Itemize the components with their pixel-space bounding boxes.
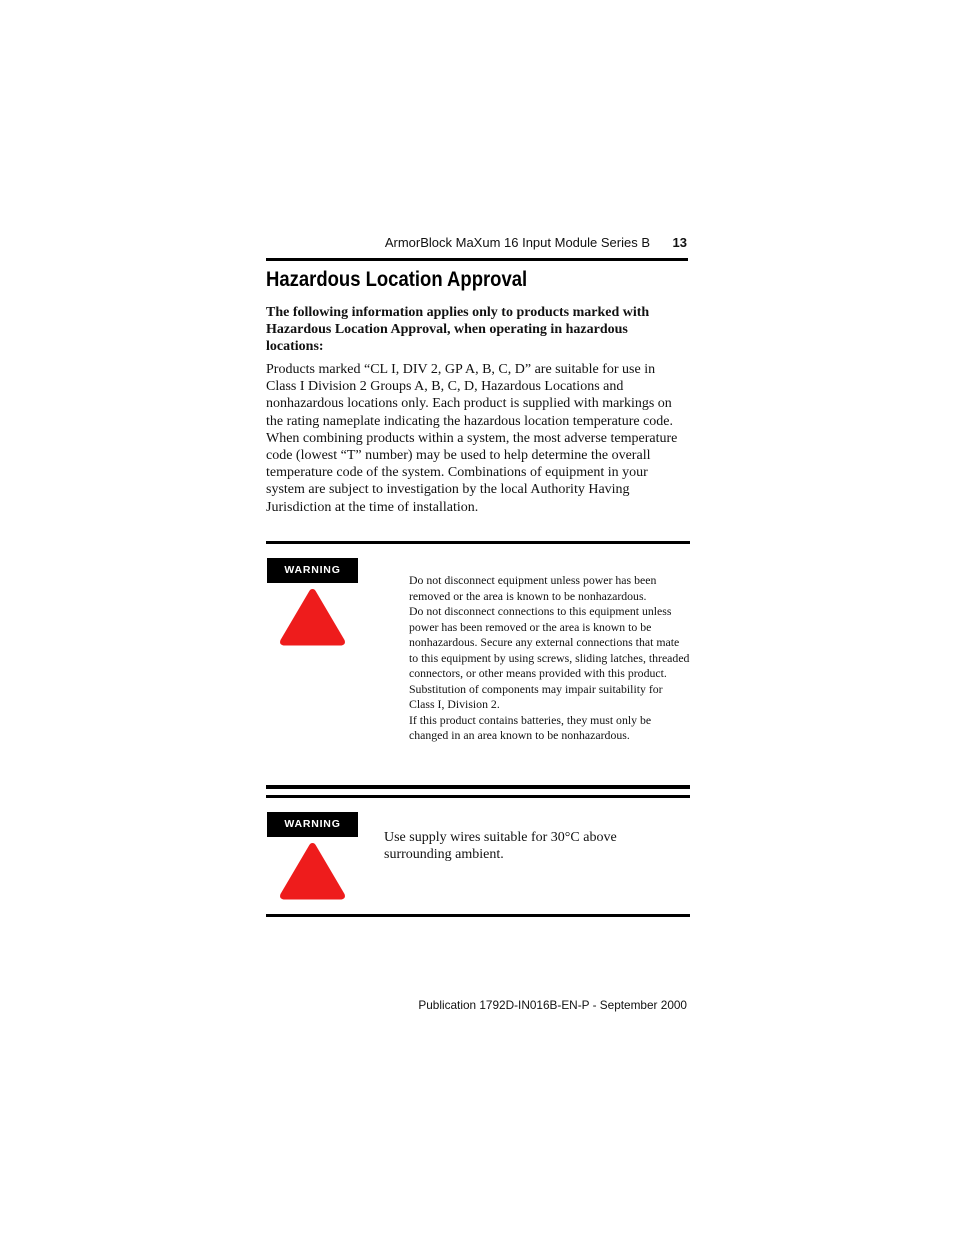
warning-paragraph: Do not disconnect equipment unless power has been removed or the area is known to be nonhazardous.: [409, 573, 657, 603]
publication-footer: Publication 1792D-IN016B-EN-P - September 2000: [418, 998, 687, 1012]
header-rule: [266, 258, 688, 261]
warning-bottom-rule: [266, 914, 690, 917]
warning-paragraph: Substitution of components may impair suitability for Class I, Division 2.: [409, 681, 663, 711]
warning-bottom-rule: [266, 785, 690, 789]
warning-text: Use supply wires suitable for 30°C above surrounding ambient.: [384, 830, 617, 863]
warning-paragraph: Do not disconnect connections to this equipment unless power has been removed or the area is known to be nonhazardous. Secure any external connections that mate to this equipment by using screws, sliding latches, threaded connectors, or other means provided with this product.: [409, 604, 690, 680]
warning-top-rule: [266, 795, 690, 798]
page-number: 13: [672, 235, 687, 250]
warning-triangle-icon: [278, 586, 347, 648]
warning-label: WARNING: [267, 558, 358, 583]
warning-text: [409, 573, 690, 744]
warning-label: WARNING: [267, 812, 358, 837]
running-title: ArmorBlock MaXum 16 Input Module Series B: [384, 235, 650, 250]
warning-triangle-icon: [278, 840, 347, 902]
warning-top-rule: [266, 541, 690, 544]
page-header: [266, 233, 687, 253]
warning-paragraph: If this product contains batteries, they must only be changed in an area known to be nonhazardous.: [409, 712, 652, 742]
section-lead: The following information applies only to products marked with Hazardous Location Approval, when operating in hazardous locations:: [266, 305, 650, 354]
section-title: Hazardous Location Approval: [266, 268, 528, 291]
section-body: Products marked “CL I, DIV 2, GP A, B, C, D” are suitable for use in Class I Division 2 Groups A, B, C, D, Hazardous Locations and nonhazardous locations only. Each product is supplied with markings on the rating nameplate indicating the hazardous location temperature code. When combining products within a system, the most adverse temperature code (lowest “T” number) may be used to help determine the overall temperature code of the system. Combinations of equipment in your system are subject to investigation by the local Authority Having Jurisdiction at the time of installation.: [266, 362, 678, 515]
